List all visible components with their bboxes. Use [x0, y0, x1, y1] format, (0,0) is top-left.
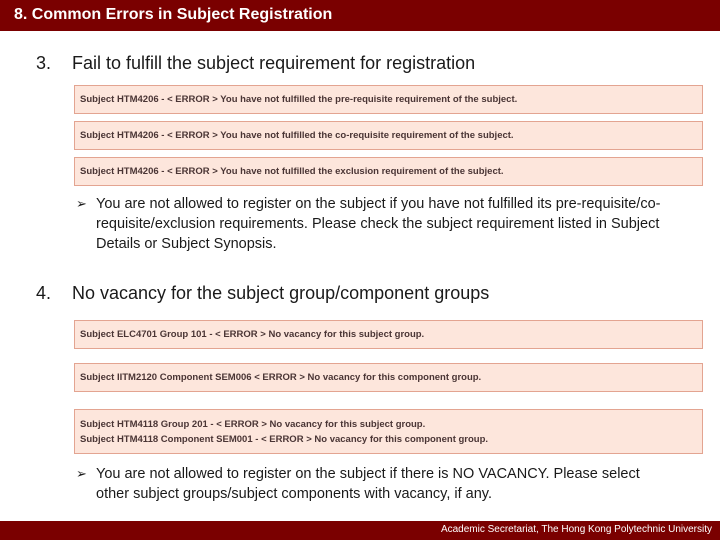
- section-4-note: [76, 464, 676, 504]
- error-exclusion: Subject HTM4206 - < ERROR > You have not fulfilled the exclusion requirement of the subject.: [74, 157, 703, 186]
- section-4-number: 4.: [36, 283, 52, 303]
- error-corequisite: Subject HTM4206 - < ERROR > You have not fulfilled the co-requisite requirement of the subject.: [74, 121, 703, 150]
- footer-bar: [0, 521, 720, 540]
- arrow-bullet-icon: ➢: [76, 466, 87, 481]
- section-3-note-text: You are not allowed to register on the subject if you have not fulfilled its pre-requisite/co-requisite/exclusion requirements. Please check the subject requirement listed in Subject Details or Subject Synopsis.: [96, 196, 661, 252]
- error-no-vacancy-combined: [74, 409, 703, 454]
- error-prerequisite: Subject HTM4206 - < ERROR > You have not fulfilled the pre-requisite requirement of the subject.: [74, 85, 703, 114]
- section-3-note: [76, 194, 676, 254]
- error-no-vacancy-component: Subject IITM2120 Component SEM006 < ERROR > No vacancy for this component group.: [74, 363, 703, 392]
- section-3-number: 3.: [36, 53, 52, 73]
- error-no-vacancy-component-2: Subject HTM4118 Component SEM001 - < ERROR > No vacancy for this component group.: [80, 434, 489, 445]
- section-3-heading: [36, 53, 475, 74]
- section-4-heading: [36, 283, 489, 304]
- error-no-vacancy-group-2: Subject HTM4118 Group 201 - < ERROR > No vacancy for this subject group.: [80, 419, 426, 430]
- page-title: 8. Common Errors in Subject Registration: [14, 6, 333, 23]
- section-3-title: Fail to fulfill the subject requirement for registration: [72, 53, 476, 73]
- footer-text: Academic Secretariat, The Hong Kong Polytechnic University: [440, 524, 712, 535]
- error-no-vacancy-group: Subject ELC4701 Group 101 - < ERROR > No vacancy for this subject group.: [74, 320, 703, 349]
- section-4-title: No vacancy for the subject group/component groups: [72, 283, 490, 303]
- section-4-note-text: You are not allowed to register on the subject if there is NO VACANCY. Please select other subject groups/subject components with vacancy, if any.: [96, 466, 640, 502]
- title-bar: [0, 0, 720, 31]
- arrow-bullet-icon: ➢: [76, 196, 87, 211]
